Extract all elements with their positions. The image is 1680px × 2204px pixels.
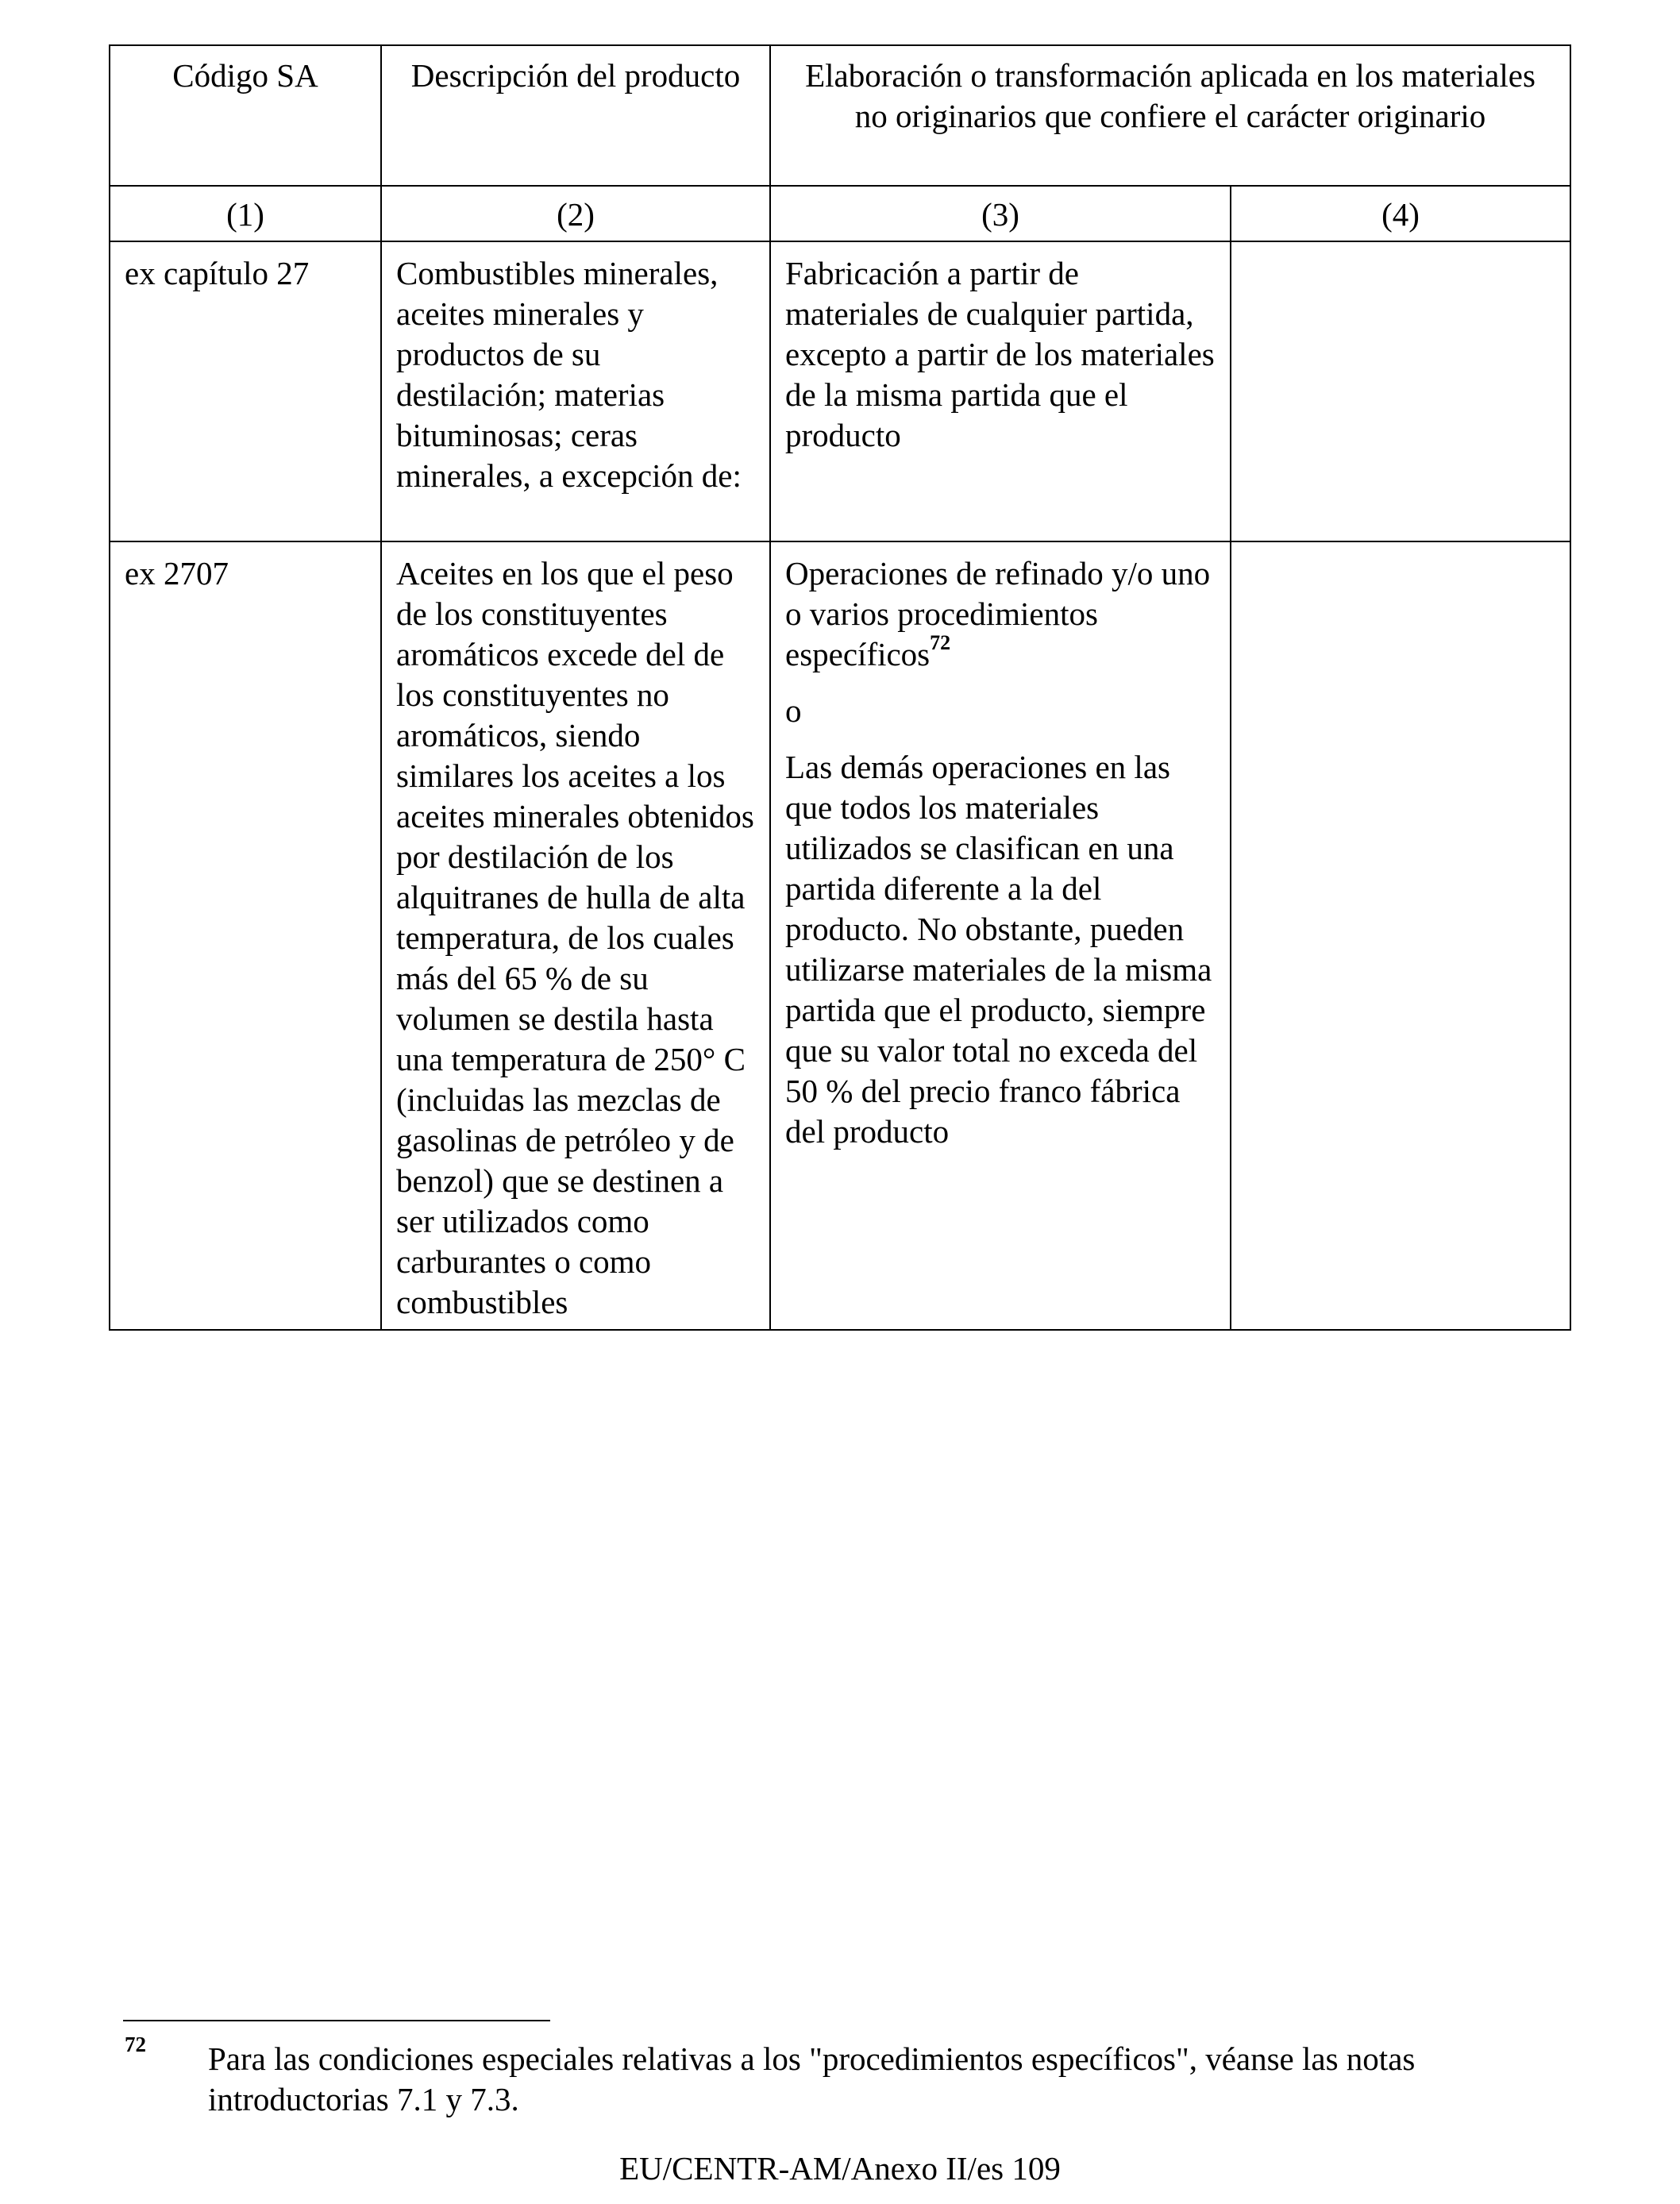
rule-cell: Fabricación a partir de materiales de cualquier partida, excepto a partir de los materiales de la misma partida que el producto [770,241,1231,541]
footnote-text: Para las condiciones especiales relativas a los "procedimientos específicos", véanse las notas introductorias 7.1 y 7.3. [208,2040,1416,2117]
alt-rule-cell [1231,241,1570,541]
table-row [110,541,1570,1330]
rule-cell [770,541,1231,1330]
footnote-number: 72 [125,2033,146,2056]
description-cell: Combustibles minerales, aceites minerales y productos de su destilación; materias bituminosas; ceras minerales, a excepción de: [381,241,770,541]
footnote-reference[interactable]: 72 [930,631,951,654]
column-number-row [110,186,1570,241]
rule-text: Operaciones de refinado y/o uno o varios procedimientos específicos [785,555,1211,672]
origin-rules-table [109,44,1571,1331]
header-working-processing: Elaboración o transformación aplicada en los materiales no originarios que confiere el carácter originario [770,45,1570,186]
hs-code-cell: ex capítulo 27 [110,241,381,541]
alt-rule-cell [1231,541,1570,1330]
table-header-row [110,45,1570,186]
rule-paragraph: Las demás operaciones en las que todos los materiales utilizados se clasifican en una partida diferente a la del producto. No obstante, pueden utilizarse materiales de la misma partida que el producto, siempre que su valor total no exceda del 50 % del precio franco fábrica del producto [785,749,1212,1150]
column-number: (2) [381,186,770,241]
description-cell: Aceites en los que el peso de los constituyentes aromáticos excede del de los constituyentes no aromáticos, siendo similares los aceites a los aceites minerales obtenidos por destilación de los alquitranes de hulla de alta temperatura, de los cuales más del 65 % de su volumen se destila hasta una temperatura de 250° C (incluidas las mezclas de gasolinas de petróleo y de benzol) que se destinen a ser utilizados como carburantes o como combustibles [381,541,770,1330]
header-product-description: Descripción del producto [381,45,770,186]
rule-paragraph [785,553,1216,675]
footnote-separator [123,2020,550,2021]
header-hs-code: Código SA [110,45,381,186]
rule-connector: o [785,692,802,729]
column-number: (3) [770,186,1231,241]
table-row [110,241,1570,541]
page-footer: EU/CENTR-AM/Anexo II/es 109 [619,2150,1061,2187]
column-number: (4) [1231,186,1570,241]
column-number: (1) [110,186,381,241]
hs-code-cell: ex 2707 [110,541,381,1330]
